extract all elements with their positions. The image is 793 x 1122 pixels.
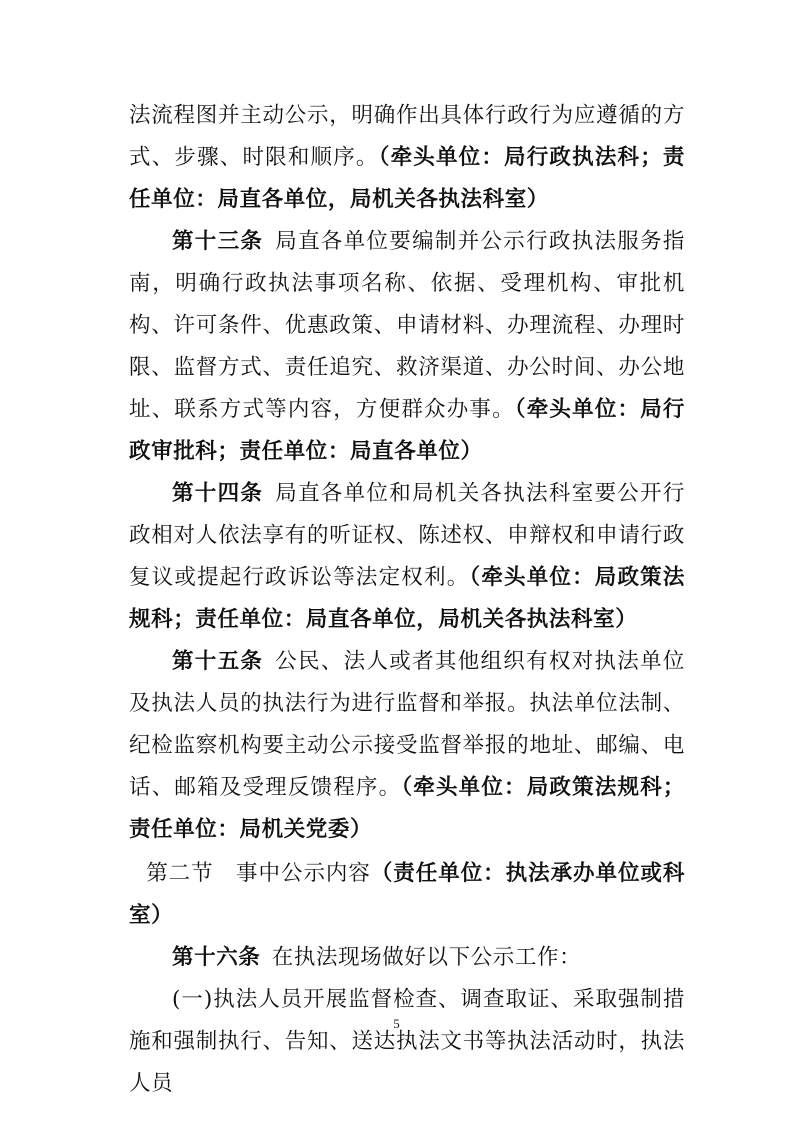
responsibility-note: （责任单位：执法承办单位或科室） xyxy=(129,861,685,928)
section-heading xyxy=(129,853,685,937)
paragraph-text: 公民、法人或者其他组织有权对执法单位及执法人员的执法行为进行监督和举报。执法单位法制、纪检监察机构要主动公示接受监督举报的地址、邮编、电话、邮箱及受理反馈程序。 xyxy=(129,649,685,800)
page-number: 5 xyxy=(393,1016,400,1031)
article-14 xyxy=(129,473,685,641)
article-label: 第十三条 xyxy=(172,229,264,254)
paragraph-text: 局直各单位和局机关各执法科室要公开行政相对人依法享有的听证权、陈述权、申辩权和申请行政复议或提起行政诉讼等法定权利。 xyxy=(129,481,685,590)
paragraph-text: 在执法现场做好以下公示工作： xyxy=(271,945,582,970)
responsibility-note: （牵头单位：局政策法规科；责任单位：局直各单位，局机关各执法科室） xyxy=(129,565,685,632)
article-15 xyxy=(129,641,685,851)
section-label: 第二节 事中公示内容 xyxy=(146,861,371,886)
article-label: 第十五条 xyxy=(172,649,264,674)
article-label: 第十六条 xyxy=(172,945,261,970)
document-body xyxy=(129,95,685,1105)
list-item-1 xyxy=(129,979,685,1105)
responsibility-note: （牵头单位：局政策法规科；责任单位：局机关党委） xyxy=(129,775,685,842)
responsibility-note: （牵头单位：局行政审批科；责任单位：局直各单位） xyxy=(129,397,685,464)
responsibility-note: （牵头单位：局行政执法科；责任单位：局直各单位，局机关各执法科室） xyxy=(129,145,686,212)
article-label: 第十四条 xyxy=(172,481,264,506)
article-13 xyxy=(129,221,685,473)
article-16 xyxy=(129,937,685,979)
paragraph-text: 法流程图并主动公示，明确作出具体行政行为应遵循的方式、步骤、时限和顺序。 xyxy=(129,103,685,170)
paragraph-text: (一)执法人员开展监督检查、调查取证、采取强制措施和强制执行、告知、送达执法文书等执法活动时，执法人员 xyxy=(129,987,685,1096)
paragraph-continuation xyxy=(129,95,685,221)
paragraph-text: 局直各单位要编制并公示行政执法服务指南，明确行政执法事项名称、依据、受理机构、审批机构、许可条件、优惠政策、申请材料、办理流程、办理时限、监督方式、责任追究、救济渠道、办公时间、办公地址、联系方式等内容，方便群众办事。 xyxy=(129,229,685,422)
